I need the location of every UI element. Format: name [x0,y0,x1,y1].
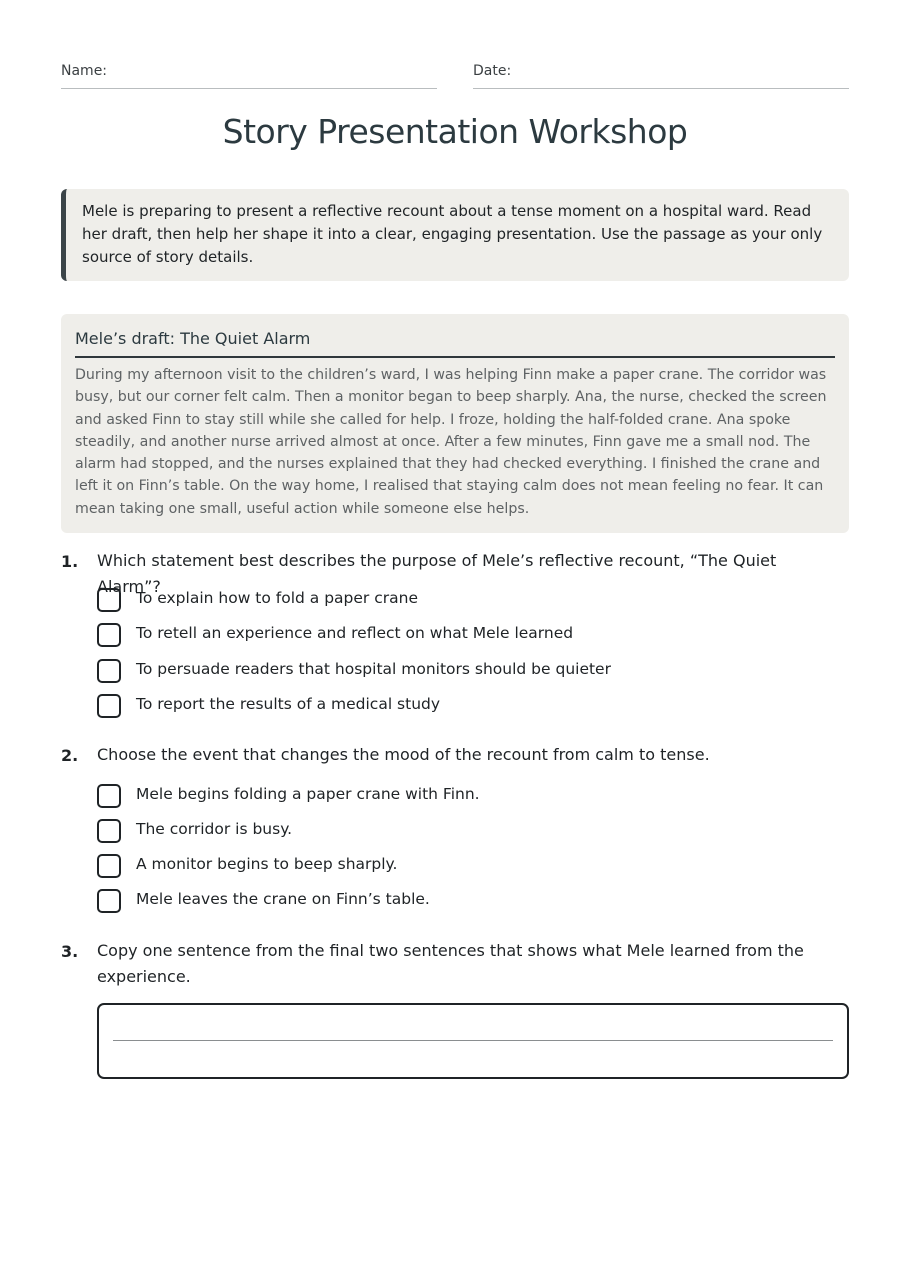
date-field[interactable] [473,60,849,89]
option-label: To report the results of a medical study [136,695,441,713]
option-label: To persuade readers that hospital monitors should be quieter [136,660,611,678]
checkbox[interactable] [97,694,121,718]
question-number: 3. [61,942,79,961]
passage-text: During my afternoon visit to the children’s ward, I was helping Finn make a paper crane. The corridor was busy, but our corner felt calm. Then a monitor began to beep sharply. Ana, the nurse, checked the screen and asked Finn to stay still while she called for help. I froze, holding the half-folded crane. Ana spoke steadily, and another nurse arrived almost at once. After a few minutes, Finn gave me a small nod. The alarm had stopped, and the nurses explained that they had checked everything. I finished the crane and left it on Finn’s table. On the way home, I realised that staying calm does not mean feeling no fear. It can mean taking one small, useful action while someone else helps. [75,367,827,517]
checkbox[interactable] [97,854,121,878]
q1-option-c[interactable] [97,659,797,687]
option-label: The corridor is busy. [136,820,293,838]
passage-title: Mele’s draft: The Quiet Alarm [75,328,835,358]
instructions-callout: Mele is preparing to present a reflective recount about a tense moment on a hospital ward. Read her draft, then help her shape it into a clear, engaging presentation. Use the passage as your only source of story details. [61,189,849,281]
question-text: Which statement best describes the purpose of Mele’s reflective recount, “The Quiet Alarm”? [97,551,777,596]
checkbox[interactable] [97,819,121,843]
name-field[interactable] [61,60,437,89]
answer-line [113,1040,833,1041]
checkbox[interactable] [97,784,121,808]
q2-option-d[interactable] [97,889,797,917]
checkbox[interactable] [97,623,121,647]
q1-option-b[interactable] [97,623,797,651]
q2-option-a[interactable] [97,784,797,812]
q1-option-a[interactable] [97,588,797,616]
passage-box [61,314,849,533]
checkbox[interactable] [97,588,121,612]
q2-option-c[interactable] [97,854,797,882]
option-label: Mele leaves the crane on Finn’s table. [136,890,430,908]
question-number: 2. [61,746,79,765]
date-label: Date: [473,63,512,79]
option-label: Mele begins folding a paper crane with Finn. [136,785,480,803]
name-label: Name: [61,63,108,79]
q1-option-d[interactable] [97,694,797,722]
q2-option-b[interactable] [97,819,797,847]
question-number: 1. [61,552,79,571]
question-text: Copy one sentence from the final two sentences that shows what Mele learned from the experience. [97,941,804,986]
answer-box[interactable] [97,1003,849,1079]
option-label: A monitor begins to beep sharply. [136,855,398,873]
option-label: To explain how to fold a paper crane [136,589,418,607]
page-title: Story Presentation Workshop [222,112,688,151]
question-text: Choose the event that changes the mood of the recount from calm to tense. [97,745,710,764]
student-info-fields [61,60,849,90]
checkbox[interactable] [97,889,121,913]
checkbox[interactable] [97,659,121,683]
option-label: To retell an experience and reflect on what Mele learned [136,624,574,642]
